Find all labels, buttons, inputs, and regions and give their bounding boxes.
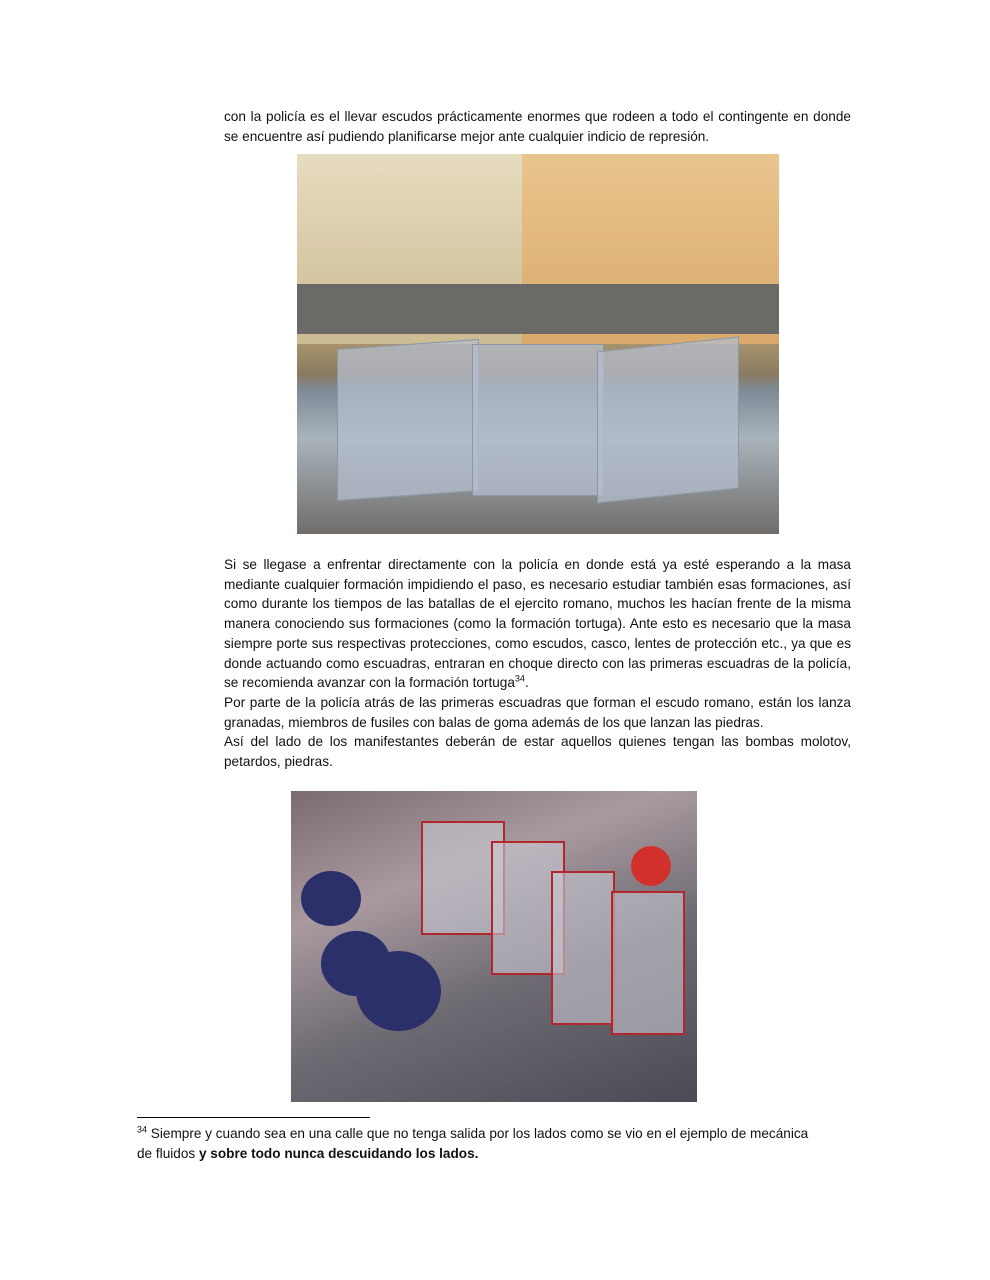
paragraph: Si se llegase a enfrentar directamente con la policía en donde está ya esté esperando a la masa mediante cualquier formación impidiendo el paso, es necesario estudiar también esas formaciones, así como durante los tiempos de las batallas de el ejercito romano, muchos les hacían frente de la misma manera conociendo sus formaciones (como la formación tortuga). Ante esto es necesario que la masa siempre porte sus respectivas protecciones, como escudos, casco, lentes de protección etc., ya que es donde actuando como escuadras, entraran en choque directo con las primeras escuadras de la policía, se recomienda avanzar con la formación tortuga$^{34}$.: [224, 557, 851, 691]
footnote-divider: [137, 1117, 370, 1118]
paragraph: Así del lado de los manifestantes deberán de estar aquellos quienes tengan las bombas molotov, petardos, piedras.: [224, 734, 851, 770]
body-text: [224, 555, 851, 772]
paragraph-intro: [224, 107, 851, 146]
paragraph: Por parte de la policía atrás de las primeras escuadras que forman el escudo romano, están los lanza granadas, miembros de fusiles con balas de goma además de los que lanzan las piedras.: [224, 694, 851, 730]
photo-riot-police-shields: [291, 791, 697, 1102]
paragraph: con la policía es el llevar escudos prácticamente enormes que rodeen a todo el contingente en donde se encuentre así pudiendo planificarse mejor ante cualquier indicio de represión.: [224, 109, 851, 144]
footnote: $^{34}$ Siempre y cuando sea en una calle que no tenga salida por los lados como se vio en el ejemplo de mecánica de fluidos y sobre todo nunca descuidando los lados.: [137, 1124, 809, 1161]
footnote-number: 34: [137, 1124, 148, 1135]
photo-giant-shields-street: [297, 154, 779, 534]
footnote-bold-text: y sobre todo nunca descuidando los lados.: [198, 1145, 479, 1161]
footnote-reference[interactable]: 34: [514, 673, 525, 684]
